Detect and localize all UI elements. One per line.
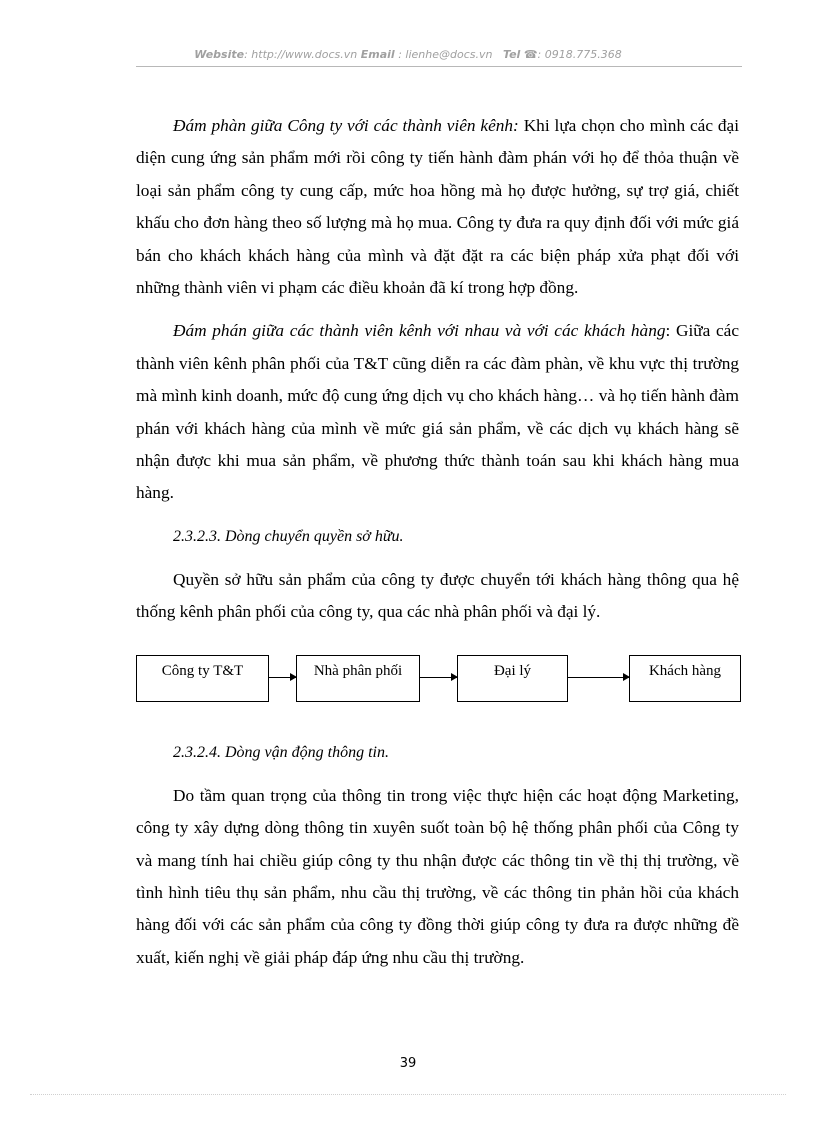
flow-arrow [568,677,629,678]
website-value: : http://www.docs.vn [244,48,358,61]
website-label: Website [194,48,245,61]
page-number: 39 [399,1056,417,1071]
page-header [0,48,816,61]
flow-box-customer: Khách hàng [629,655,741,702]
paragraph-text: : Giữa các thành viên kênh phân phối của T&T cũng diễn ra các đàm phàn, về khu vực thị trường mà mình kinh doanh, mức độ cung ứng dịch vụ cho khách hàng… và họ tiến hành đàm phán với khách hàng của mình về mức giá sản phẩm, về các dịch vụ khách hàng sẽ nhận được khi mua sản phẩm, về phương thức thành toán sau khi khách hàng mua hàng. [136,321,739,503]
phone-icon: ☎ [523,48,538,61]
flow-arrow [420,677,457,678]
email-label: Email [360,48,395,61]
document-body [136,110,739,985]
distribution-flow-diagram [136,655,739,713]
flow-box-agent: Đại lý [457,655,568,702]
paragraph-text: Khi lựa chọn cho mình các đại diện cung ứng sản phẩm mới rồi công ty tiến hành đàm phán với họ để thỏa thuận về loại sản phẩm công ty cung cấp, mức hoa hồng mà họ được hưởng, sự trợ giá, chiết khấu cho đơn hàng theo số lượng mà họ mua. Công ty đưa ra quy định đối với mức giá bán cho khách khách hàng của mình và đặt đặt ra các biện pháp xửa phạt đối với những thành viên vi phạm các điều khoản đã kí trong hợp đồng. [136,116,739,298]
flow-box-distributor: Nhà phân phối [296,655,420,702]
flow-arrow [269,677,296,678]
email-value: : lienhe@docs.vn [394,48,493,61]
paragraph-negotiation-members [136,315,739,509]
section-heading-ownership: 2.3.2.3. Dòng chuyển quyền sở hữu. [173,527,404,545]
paragraph-lead: Đám phán giữa các thành viên kênh với nhau và với các khách hàng [173,321,666,341]
paragraph-negotiation-company [136,110,739,304]
tel-value: : 0918.775.368 [537,48,622,61]
paragraph-information: Do tầm quan trọng của thông tin trong việc thực hiện các hoạt động Marketing, công ty xây dựng dòng thông tin xuyên suốt toàn bộ hệ thống phân phối của Công ty và mang tính hai chiều giúp công ty thu nhận được các thông tin về thị thị trường, về tình hình tiêu thụ sản phẩm, nhu cầu thị trường, về các thông tin phản hồi của khách hàng đối với các sản phẩm của công ty đồng thời giúp công ty đưa ra được những đề xuất, kiến nghị về giải pháp đáp ứng nhu cầu thị trường. [136,785,739,967]
footer-divider [30,1094,786,1095]
header-divider [136,66,742,67]
paragraph-lead: Đám phàn giữa Công ty với các thành viên kênh: [173,116,519,135]
flow-box-company: Công ty T&T [136,655,269,702]
tel-label: Tel [502,48,521,61]
section-heading-information: 2.3.2.4. Dòng vận động thông tin. [173,743,389,761]
paragraph-ownership: Quyền sở hữu sản phẩm của công ty được chuyển tới khách hàng thông qua hệ thống kênh phân phối của công ty, qua các nhà phân phối và đại lý. [136,569,739,622]
